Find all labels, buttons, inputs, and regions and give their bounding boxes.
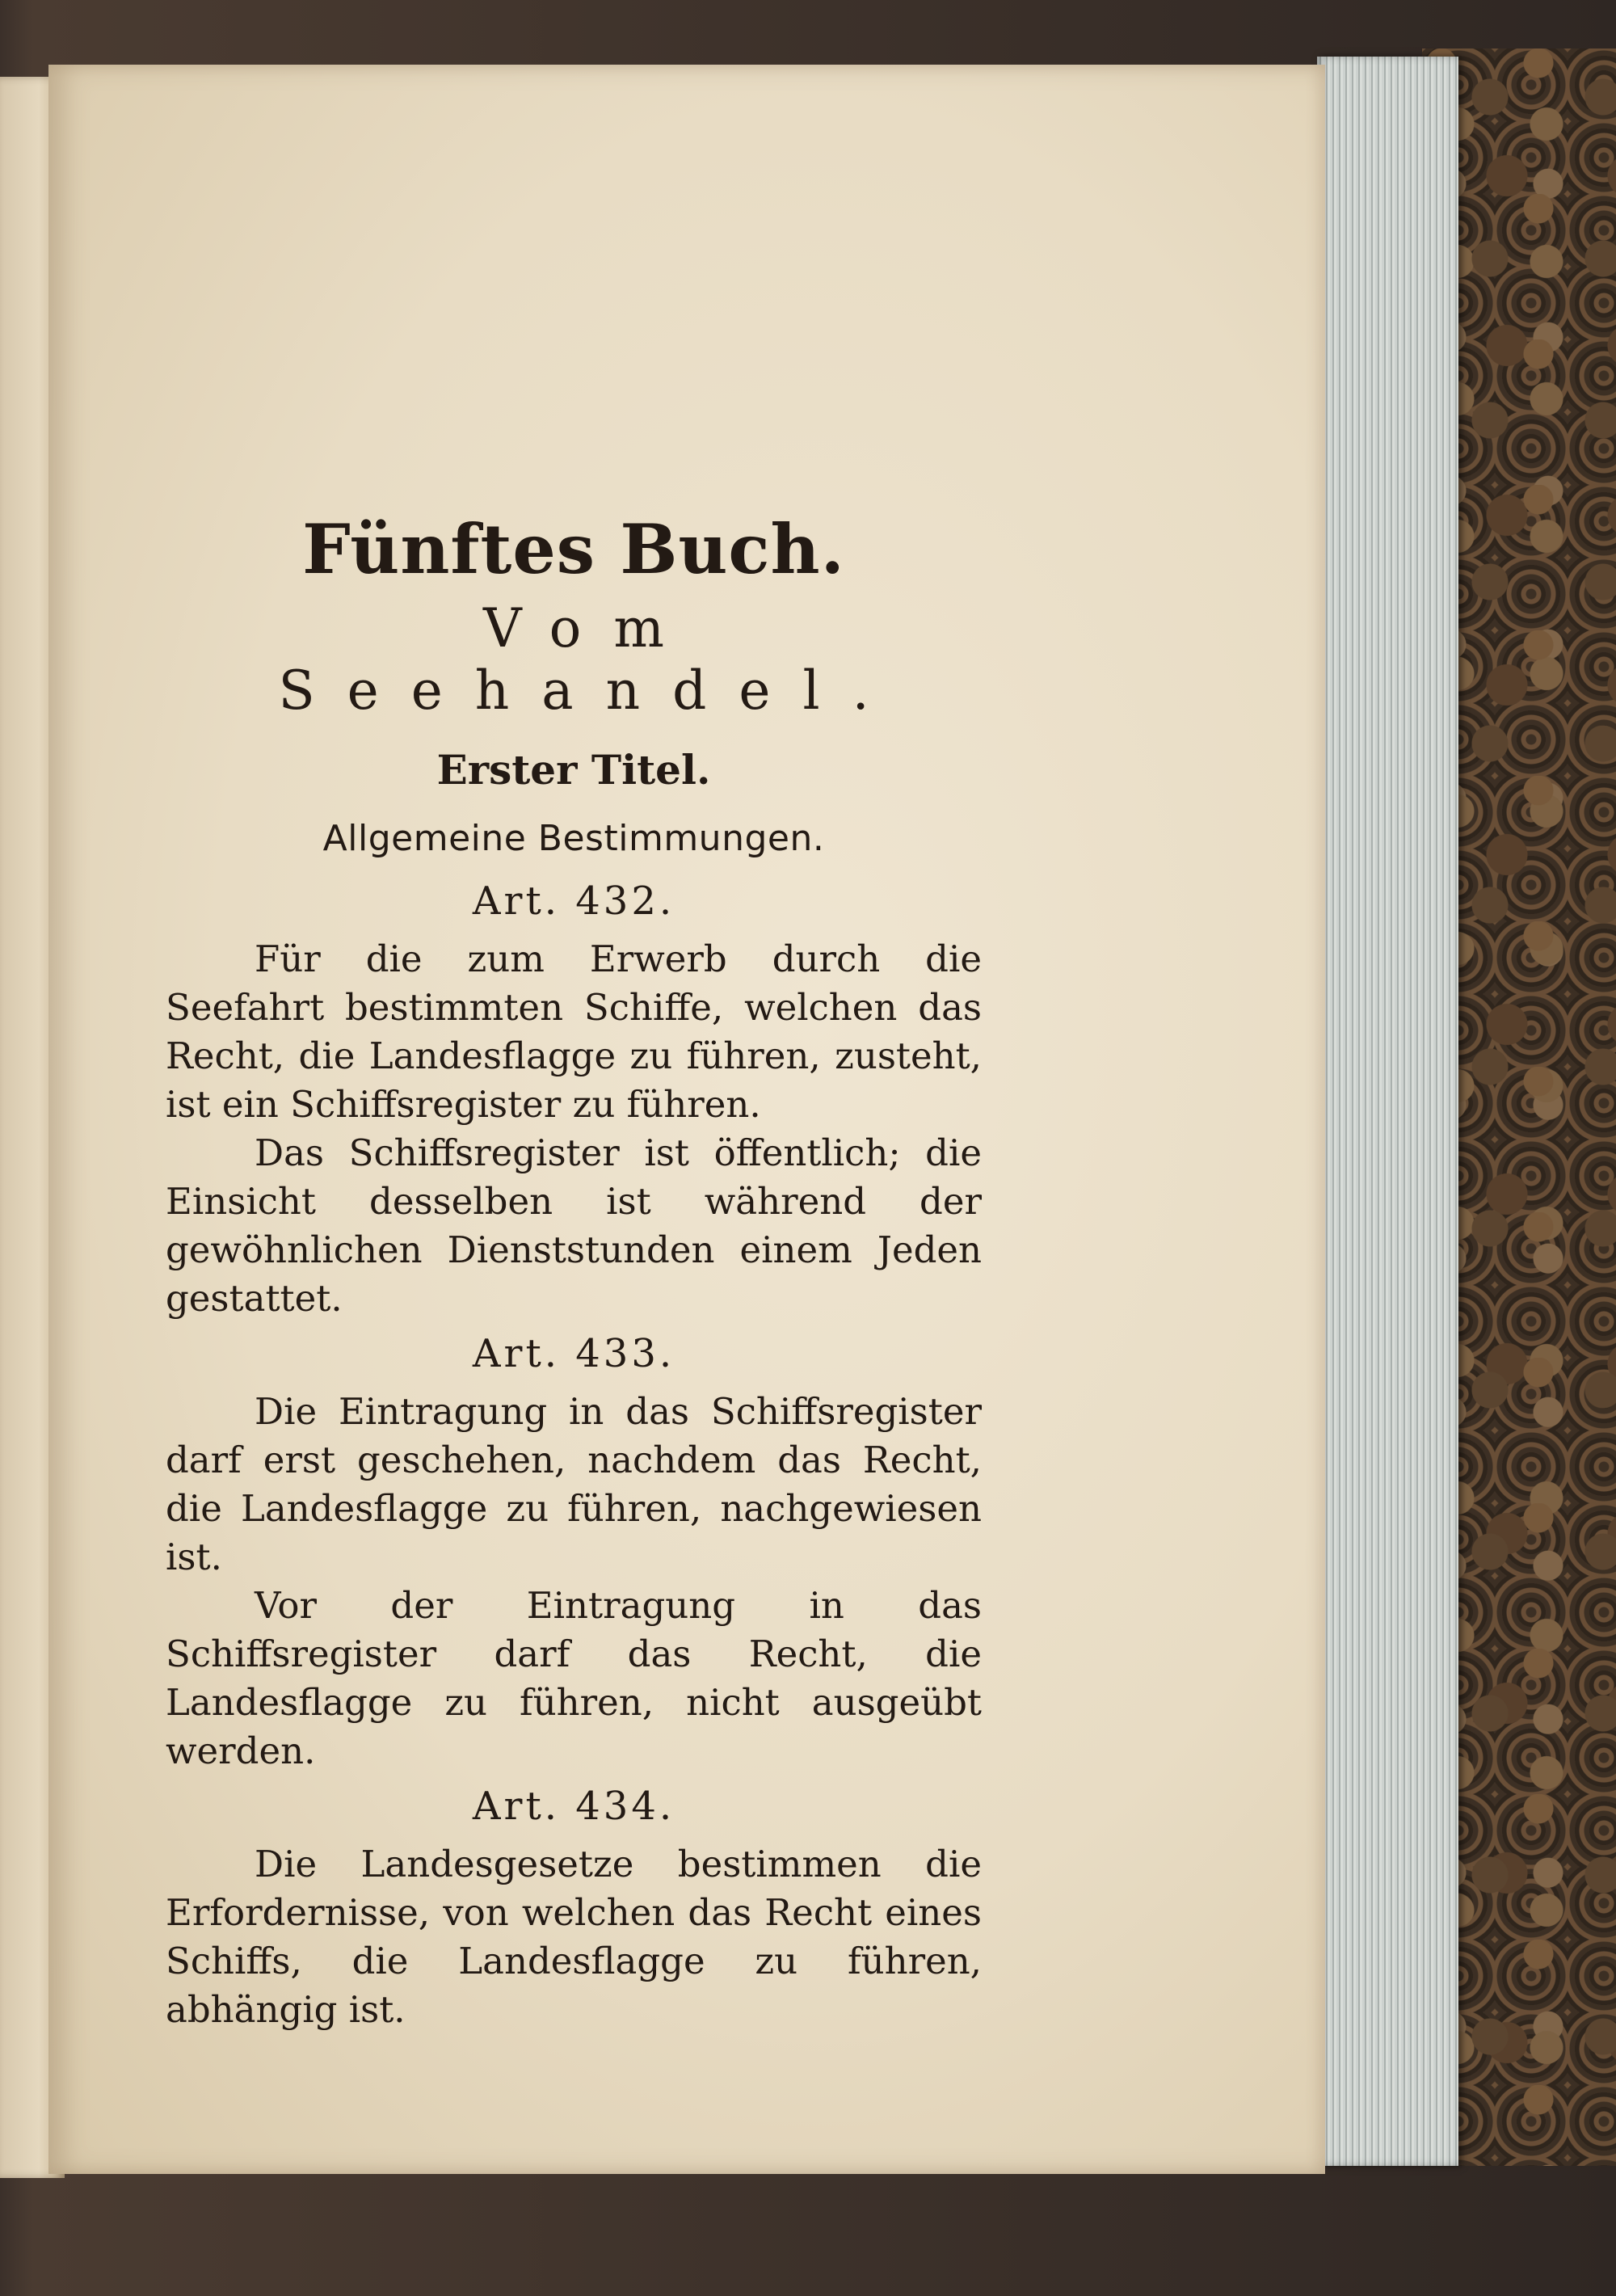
paragraph: Die Landesgesetze bestimmen die Erfordernisse, von welchen das Recht eines Schiffs, die Landesflagge zu führen, abhängig ist. bbox=[166, 1843, 982, 2031]
paragraph: Das Schiffsregister ist öffentlich; die Einsicht desselben ist während der gewöhnlichen Dienststunden einem Jeden gestattet. bbox=[166, 1131, 982, 1320]
title-heading: Erster Titel. bbox=[436, 746, 711, 794]
article-heading: Art. 432. bbox=[472, 878, 675, 924]
paragraph: Die Eintragung in das Schiffsregister darf erst geschehen, nachdem das Recht, die Landesflagge zu führen, nachgewiesen ist. bbox=[166, 1390, 982, 1578]
paragraph: Für die zum Erwerb durch die Seefahrt bestimmten Schiffe, welchen das Recht, die Landesflagge zu führen, zusteht, ist ein Schiffsregister zu führen. bbox=[166, 937, 982, 1126]
article-heading: Art. 433. bbox=[472, 1331, 675, 1376]
article-body bbox=[166, 1840, 982, 2034]
article-body bbox=[166, 935, 982, 1323]
page-block-edge bbox=[1317, 57, 1458, 2166]
article-heading: Art. 434. bbox=[472, 1784, 675, 1829]
book-title: Fünftes Buch. bbox=[302, 509, 845, 589]
paragraph: Vor der Eintragung in das Schiffsregister darf das Recht, die Landesflagge zu führen, nicht ausgeübt werden. bbox=[166, 1584, 982, 1772]
section-heading: Allgemeine Bestimmungen. bbox=[322, 818, 825, 859]
page-content bbox=[166, 509, 982, 2041]
article-body bbox=[166, 1388, 982, 1776]
book-subtitle: Vom Seehandel. bbox=[278, 597, 902, 722]
